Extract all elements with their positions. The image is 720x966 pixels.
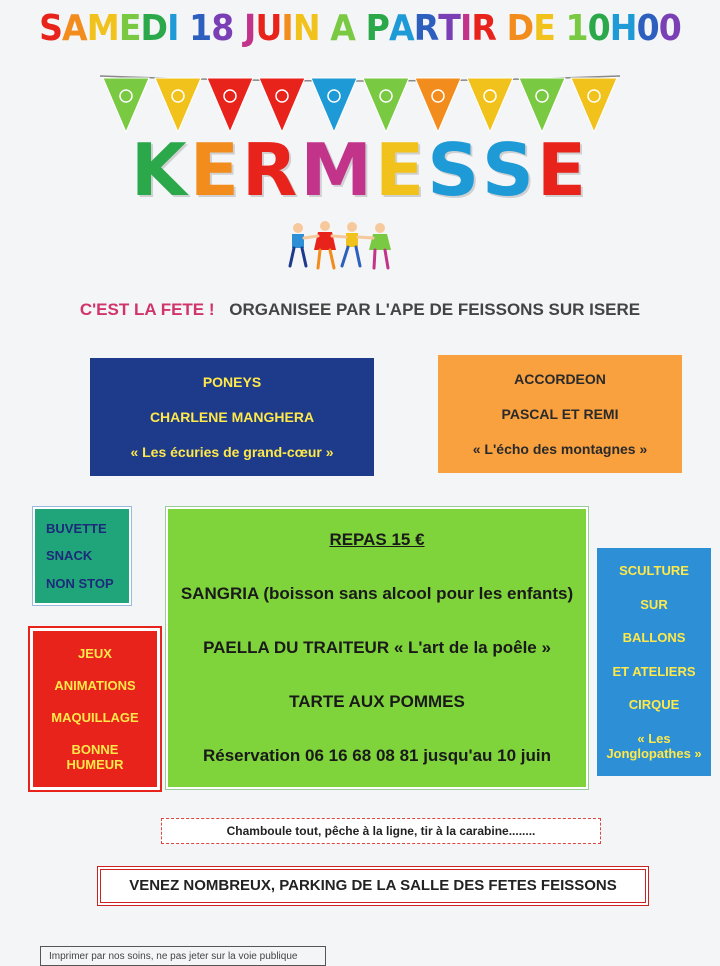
date-letter: 0 [587, 8, 610, 49]
date-letter: A [388, 8, 414, 49]
sculpture-line: ET ATELIERS [612, 663, 696, 679]
jeux-line: JEUX [78, 645, 112, 661]
bunting-flag [571, 78, 617, 132]
sculpture-line: « Les Jonglopathes » [606, 730, 702, 761]
jeux-line: MAQUILLAGE [51, 710, 139, 726]
sculpture-line: SCULTURE [619, 563, 689, 579]
bunting-flag [311, 78, 357, 132]
jeux-line: BONNE HUMEUR [66, 742, 124, 773]
date-letter: H [609, 8, 637, 49]
date-letter: D [506, 8, 534, 49]
date-letter: 8 [211, 8, 234, 49]
date-letter [355, 8, 366, 49]
buvette-line: NON STOP [46, 575, 114, 591]
date-letter [179, 8, 190, 49]
accordeon-line: ACCORDEON [514, 370, 606, 387]
date-letter: 1 [565, 8, 588, 49]
bunting-flag [363, 78, 409, 132]
accordeon-line: « L'écho des montagnes » [472, 441, 648, 458]
date-letter: D [140, 8, 168, 49]
repas-title: REPAS 15 € [329, 530, 425, 549]
sculpture-line: SUR [640, 596, 668, 612]
repas-line: TARTE AUX POMMES [289, 692, 465, 711]
footer-banner: VENEZ NOMBREUX, PARKING DE LA SALLE DES FETES FEISSONS [97, 866, 649, 906]
date-letter: R [413, 8, 439, 49]
title-letter: S [482, 128, 537, 212]
title-letter: E [536, 128, 590, 212]
date-letter: J [244, 8, 256, 49]
date-letter: A [330, 8, 355, 49]
repas-box [166, 507, 588, 789]
repas-reservation: Réservation 06 16 68 08 81 jusqu'au 10 juin [203, 746, 551, 765]
date-letter: P [365, 8, 389, 49]
title-letter: K [130, 128, 190, 212]
poneys-line: PONEYS [202, 373, 262, 390]
buvette-line: BUVETTE [46, 521, 107, 537]
jeux-box [30, 628, 160, 790]
tagline [0, 300, 720, 320]
tagline-organizer: ORGANISEE PAR L'APE DE FEISSONS SUR ISERE [229, 300, 641, 319]
date-letter: A [62, 8, 87, 49]
bunting-flag [259, 78, 305, 132]
repas-line: SANGRIA (boisson sans alcool pour les enfants) [180, 584, 574, 603]
dancing-kids-icon [280, 218, 405, 273]
poneys-box [90, 358, 374, 476]
date-letter [555, 8, 566, 49]
sculpture-line: BALLONS [622, 630, 686, 646]
jeux-line: ANIMATIONS [54, 677, 136, 693]
bunting-flag [467, 78, 513, 132]
accordeon-line: PASCAL ET REMI [501, 405, 619, 422]
buvette-box [33, 507, 131, 605]
bunting-flag [415, 78, 461, 132]
date-letter: I [167, 8, 179, 49]
date-letter [233, 8, 244, 49]
date-letter: U [255, 8, 282, 49]
date-letter [320, 8, 331, 49]
title-letter: E [189, 128, 242, 212]
poneys-line: CHARLENE MANGHERA [149, 408, 315, 425]
tagline-highlight: C'EST LA FETE ! [79, 300, 215, 319]
bunting-flag [103, 78, 149, 132]
activities-strip: Chamboule tout, pêche à la ligne, tir à la carabine........ [161, 818, 601, 844]
accordeon-box [438, 355, 682, 473]
title-letter: S [427, 128, 483, 212]
date-letter: I [281, 8, 293, 49]
poneys-line: « Les écuries de grand-cœur » [130, 444, 334, 461]
date-letter: I [459, 8, 472, 49]
bunting-flag [155, 78, 201, 132]
event-date-heading [29, 8, 691, 49]
date-letter: E [533, 8, 555, 49]
date-letter: E [118, 8, 141, 49]
bunting-flag [207, 78, 253, 132]
buvette-line: SNACK [46, 548, 93, 564]
date-letter: N [292, 8, 320, 49]
date-letter: 0 [636, 8, 659, 49]
date-letter [496, 8, 507, 49]
date-letter: M [86, 8, 119, 49]
date-letter: R [471, 8, 496, 49]
title-letter: R [241, 128, 301, 212]
date-letter: 0 [658, 8, 681, 49]
print-note: Imprimer par nos soins, ne pas jeter sur la voie publique [40, 946, 326, 966]
sculpture-box [597, 548, 711, 776]
sculpture-line: CIRQUE [628, 697, 680, 713]
date-letter: S [39, 8, 63, 49]
date-letter: T [438, 8, 460, 49]
event-title [0, 128, 720, 212]
title-letter: E [375, 128, 428, 212]
bunting-flag [519, 78, 565, 132]
repas-line: PAELLA DU TRAITEUR « L'art de la poêle » [203, 638, 551, 657]
date-letter: 1 [189, 8, 212, 49]
title-letter: M [300, 128, 375, 212]
